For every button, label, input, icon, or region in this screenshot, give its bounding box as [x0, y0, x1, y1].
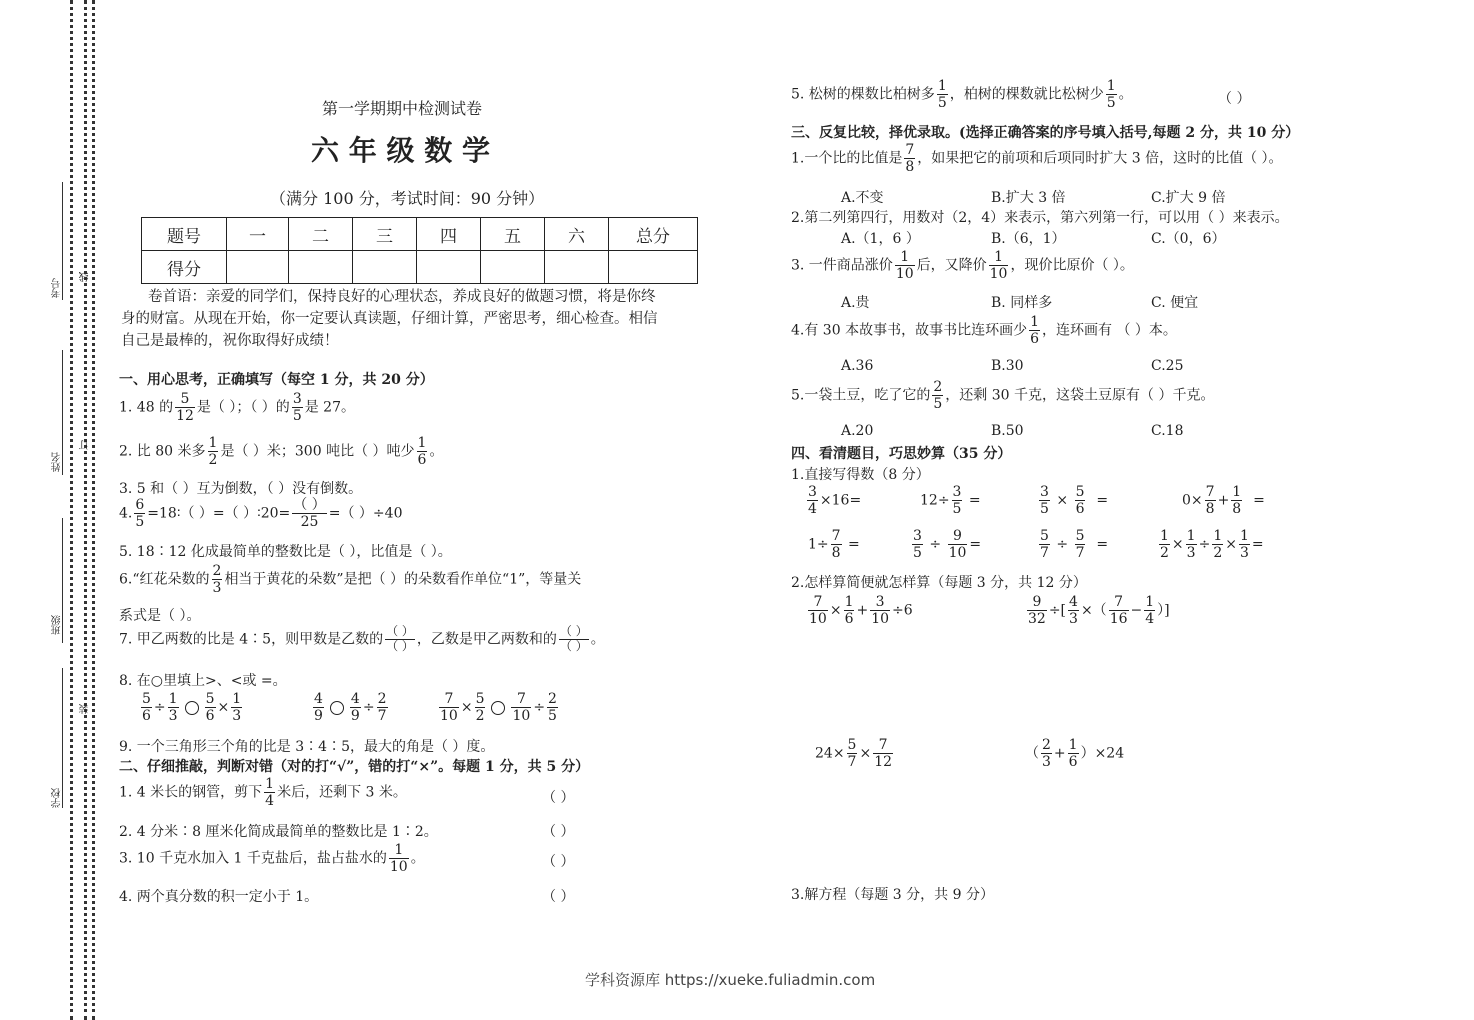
side-cut-line-2: 订 — [80, 440, 91, 450]
section-1-title: 一、用心思考，正确填写（每空 1 分，共 20 分） — [119, 372, 434, 388]
side-label-school: 学校 — [52, 788, 63, 808]
s3-q5-option-b: B.50 — [991, 423, 1024, 439]
score-header-cell: 六 — [545, 218, 609, 251]
section-3-title: 三、反复比较，择优录取。(选择正确答案的序号填入括号,每题 2 分，共 10 分） — [791, 125, 1300, 141]
calc-6: $\frac{3}{5}$ ÷ $\frac{9}{10}$ = — [913, 528, 982, 562]
score-header-cell: 五 — [481, 218, 545, 251]
s3-q1-option-c: C.扩大 9 倍 — [1151, 190, 1226, 206]
side-cut-line-1: 线 — [80, 272, 91, 282]
calc-3: $\frac{3}{5}$ × $\frac{5}{6}$ = — [1040, 484, 1109, 518]
simplify-3: 24× $\frac{5}{7}$ × $\frac{7}{12}$ — [815, 737, 893, 771]
school-field[interactable] — [62, 668, 63, 808]
exam-title: 六 年 级 数 学 — [311, 134, 490, 167]
exam-subtitle: 第一学期期中检测试卷 — [322, 99, 483, 118]
s3-q2-option-c: C.（0，6） — [1151, 231, 1226, 247]
section-4-title: 四、看清题目，巧思妙算（35 分） — [791, 446, 1012, 462]
s3-q4-option-b: B.30 — [991, 358, 1024, 374]
calc-4: 0× $\frac{7}{8}$ + $\frac{1}{8}$ = — [1182, 484, 1265, 518]
s1-q6-cont: 系式是（ ）。 — [119, 608, 201, 624]
s1-q5: 5. 18∶12 化成最简单的整数比是（ ），比值是（ ）。 — [119, 544, 452, 560]
s3-q1-option-a: A.不变 — [841, 190, 884, 206]
score-input-cell[interactable] — [609, 251, 698, 284]
s2-q2: 2. 4 分米∶8 厘米化简成最简单的整数比是 1∶2。 — [119, 824, 438, 840]
s1-q3: 3. 5 和（ ）互为倒数，（ ）没有倒数。 — [119, 481, 363, 497]
score-input-cell[interactable] — [481, 251, 545, 284]
side-label-exam-no: 考号 — [52, 278, 63, 298]
calc-1: $\frac{3}{4}$ ×16= — [808, 484, 862, 518]
calc-5: 1÷ $\frac{7}{8}$ = — [808, 528, 860, 562]
score-header-cell: 三 — [353, 218, 417, 251]
answer-paren-3[interactable]: （ ） — [542, 854, 575, 870]
calc-7: $\frac{5}{7}$ ÷ $\frac{5}{7}$ = — [1040, 528, 1109, 562]
compare-circle[interactable] — [330, 701, 344, 715]
footer-watermark: 学科资源库 https://xueke.fuliadmin.com — [585, 971, 876, 989]
s3-q1-option-b: B.扩大 3 倍 — [991, 190, 1066, 206]
s1-q8-expr-1: $\frac{5}{6}$ ÷ $\frac{1}{3}$ $\frac{5}{6}$ × $\frac{1}{3}$ — [142, 691, 242, 725]
side-label-class: 班级 — [52, 615, 63, 635]
s1-q1: 1. 48 的 $\frac{5}{12}$ 是（ ）；（ ）的 $\frac{3}{5}$ 是 27。 — [119, 391, 355, 425]
side-label-name: 姓名 — [52, 452, 63, 472]
s1-q8-expr-3: $\frac{7}{10}$ × $\frac{5}{2}$ $\frac{7}{10}$ ÷ $\frac{2}{5}$ — [440, 691, 557, 725]
s2-q4: 4. 两个真分数的积一定小于 1。 — [119, 889, 319, 905]
score-input-cell[interactable] — [227, 251, 289, 284]
calc-2: 12÷ $\frac{3}{5}$ = — [920, 484, 981, 518]
s2-q5: 5. 松树的棵数比柏树多 $\frac{1}{5}$ ，柏树的棵数就比松树少 $\frac{1}{5}$ 。 — [791, 78, 1133, 112]
exam-info: （满分 100 分，考试时间：90 分钟） — [270, 189, 545, 208]
s3-q2-option-b: B.（6，1） — [991, 231, 1066, 247]
simplify-4: （ $\frac{2}{3}$ + $\frac{1}{6}$ ）×24 — [1025, 737, 1125, 771]
preface-line-3: 自己是最棒的，祝你取得好成绩！ — [121, 333, 339, 349]
s1-q4: 4. $\frac{6}{5}$ =18∶（ ）=（ ）∶20= （ ） 25 =（ ）÷40 — [119, 497, 403, 531]
side-cut-line-3: 装 — [80, 704, 91, 714]
score-header-cell: 总分 — [609, 218, 698, 251]
s3-q2-option-a: A.（1，6 ） — [841, 231, 920, 247]
exam-no-field[interactable] — [62, 182, 63, 300]
s3-q4: 4.有 30 本故事书，故事书比连环画少 $\frac{1}{6}$ ，连环画有 （ ）本。 — [791, 314, 1177, 348]
calc-8: $\frac{1}{2}$ × $\frac{1}{3}$ ÷ $\frac{1}{2}$ × $\frac{1}{3}$ = — [1160, 528, 1264, 562]
s3-q3-option-c: C. 便宜 — [1151, 295, 1199, 311]
compare-circle[interactable] — [185, 701, 199, 715]
s3-q2: 2.第二列第四行，用数对（2，4）来表示，第六列第一行，可以用（ ）来表示。 — [791, 210, 1289, 226]
s1-q6: 6.“红花朵数的 $\frac{2}{3}$ 相当于黄花的朵数”是把（ ）的朵数看作单位“1”，等量关 — [119, 563, 582, 597]
answer-paren-2[interactable]: （ ） — [542, 824, 575, 840]
preface-line-2: 身的财富。从现在开始，你一定要认真读题，仔细计算，严密思考，细心检查。相信 — [121, 311, 658, 327]
simplify-1: $\frac{7}{10}$ × $\frac{1}{6}$ + $\frac{3}{10}$ ÷6 — [809, 594, 913, 628]
s3-q5-option-a: A.20 — [841, 423, 874, 439]
binding-dotted-line-2 — [84, 0, 87, 1020]
s3-q3-option-b: B. 同样多 — [991, 295, 1053, 311]
score-header-cell: 四 — [417, 218, 481, 251]
score-header-cell: 二 — [289, 218, 353, 251]
score-input-cell[interactable] — [545, 251, 609, 284]
class-field[interactable] — [62, 518, 63, 643]
score-header-cell: 一 — [227, 218, 289, 251]
score-input-cell[interactable] — [417, 251, 481, 284]
binding-dotted-line-1 — [70, 0, 73, 1020]
score-input-cell[interactable] — [289, 251, 353, 284]
answer-paren-4[interactable]: （ ） — [542, 889, 575, 905]
simplify-2: $\frac{9}{32}$ ÷[ $\frac{4}{3}$ ×（ $\frac{7}{16}$ − $\frac{1}{4}$ ）] — [1028, 594, 1170, 628]
s1-q7: 7. 甲乙两数的比是 4∶5，则甲数是乙数的 （ ） （ ） ，乙数是甲乙两数和的 （ ） （ ） 。 — [119, 624, 605, 653]
s1-q8-expr-2: $\frac{4}{9}$ $\frac{4}{9}$ ÷ $\frac{2}{7}$ — [314, 691, 387, 725]
score-input-cell[interactable] — [353, 251, 417, 284]
s3-q4-option-c: C.25 — [1151, 358, 1184, 374]
s3-q5: 5.一袋土豆，吃了它的 $\frac{2}{5}$ ，还剩 30 千克，这袋土豆原有（ ）千克。 — [791, 379, 1215, 413]
s3-q4-option-a: A.36 — [841, 358, 874, 374]
name-field[interactable] — [62, 350, 63, 475]
s3-q3-option-a: A.贵 — [841, 295, 870, 311]
section-2-title: 二、仔细推敲，判断对错（对的打“√”，错的打“×”。每题 1 分，共 5 分） — [119, 759, 590, 775]
s4-sub-1: 1.直接写得数（8 分） — [791, 467, 930, 483]
preface-line-1: 卷首语：亲爱的同学们，保持良好的心理状态，养成良好的做题习惯，将是你终 — [148, 289, 656, 305]
s1-q8: 8. 在○里填上>、<或 =。 — [119, 673, 287, 689]
s2-q3: 3. 10 千克水加入 1 千克盐后，盐占盐水的 $\frac{1}{10}$ 。 — [119, 842, 425, 876]
compare-circle[interactable] — [491, 701, 505, 715]
score-header-cell: 题号 — [142, 218, 227, 251]
answer-paren-5[interactable]: （ ） — [1218, 91, 1251, 107]
s4-sub-2: 2.怎样算简便就怎样算（每题 3 分，共 12 分） — [791, 575, 1087, 591]
score-row-label: 得分 — [142, 251, 227, 284]
s3-q5-option-c: C.18 — [1151, 423, 1184, 439]
s1-q9: 9. 一个三角形三个角的比是 3∶4∶5，最大的角是（ ）度。 — [119, 739, 495, 755]
answer-paren-1[interactable]: （ ） — [542, 790, 575, 806]
s3-q1: 1.一个比的比值是 $\frac{7}{8}$ ，如果把它的前项和后项同时扩大 3 倍，这时的比值（ ）。 — [791, 142, 1283, 176]
s1-q2: 2. 比 80 米多 $\frac{1}{2}$ 是（ ）米；300 吨比（ ）吨少 $\frac{1}{6}$ 。 — [119, 435, 444, 469]
s2-q1: 1. 4 米长的钢管，剪下 $\frac{1}{4}$ 米后，还剩下 3 米。 — [119, 776, 407, 810]
score-table — [141, 217, 698, 284]
binding-dotted-line-3 — [92, 0, 95, 1020]
s3-q3: 3. 一件商品涨价 $\frac{1}{10}$ 后，又降价 $\frac{1}{10}$ ，现价比原价（ ）。 — [791, 249, 1134, 283]
s4-sub-3: 3.解方程（每题 3 分，共 9 分） — [791, 887, 994, 903]
